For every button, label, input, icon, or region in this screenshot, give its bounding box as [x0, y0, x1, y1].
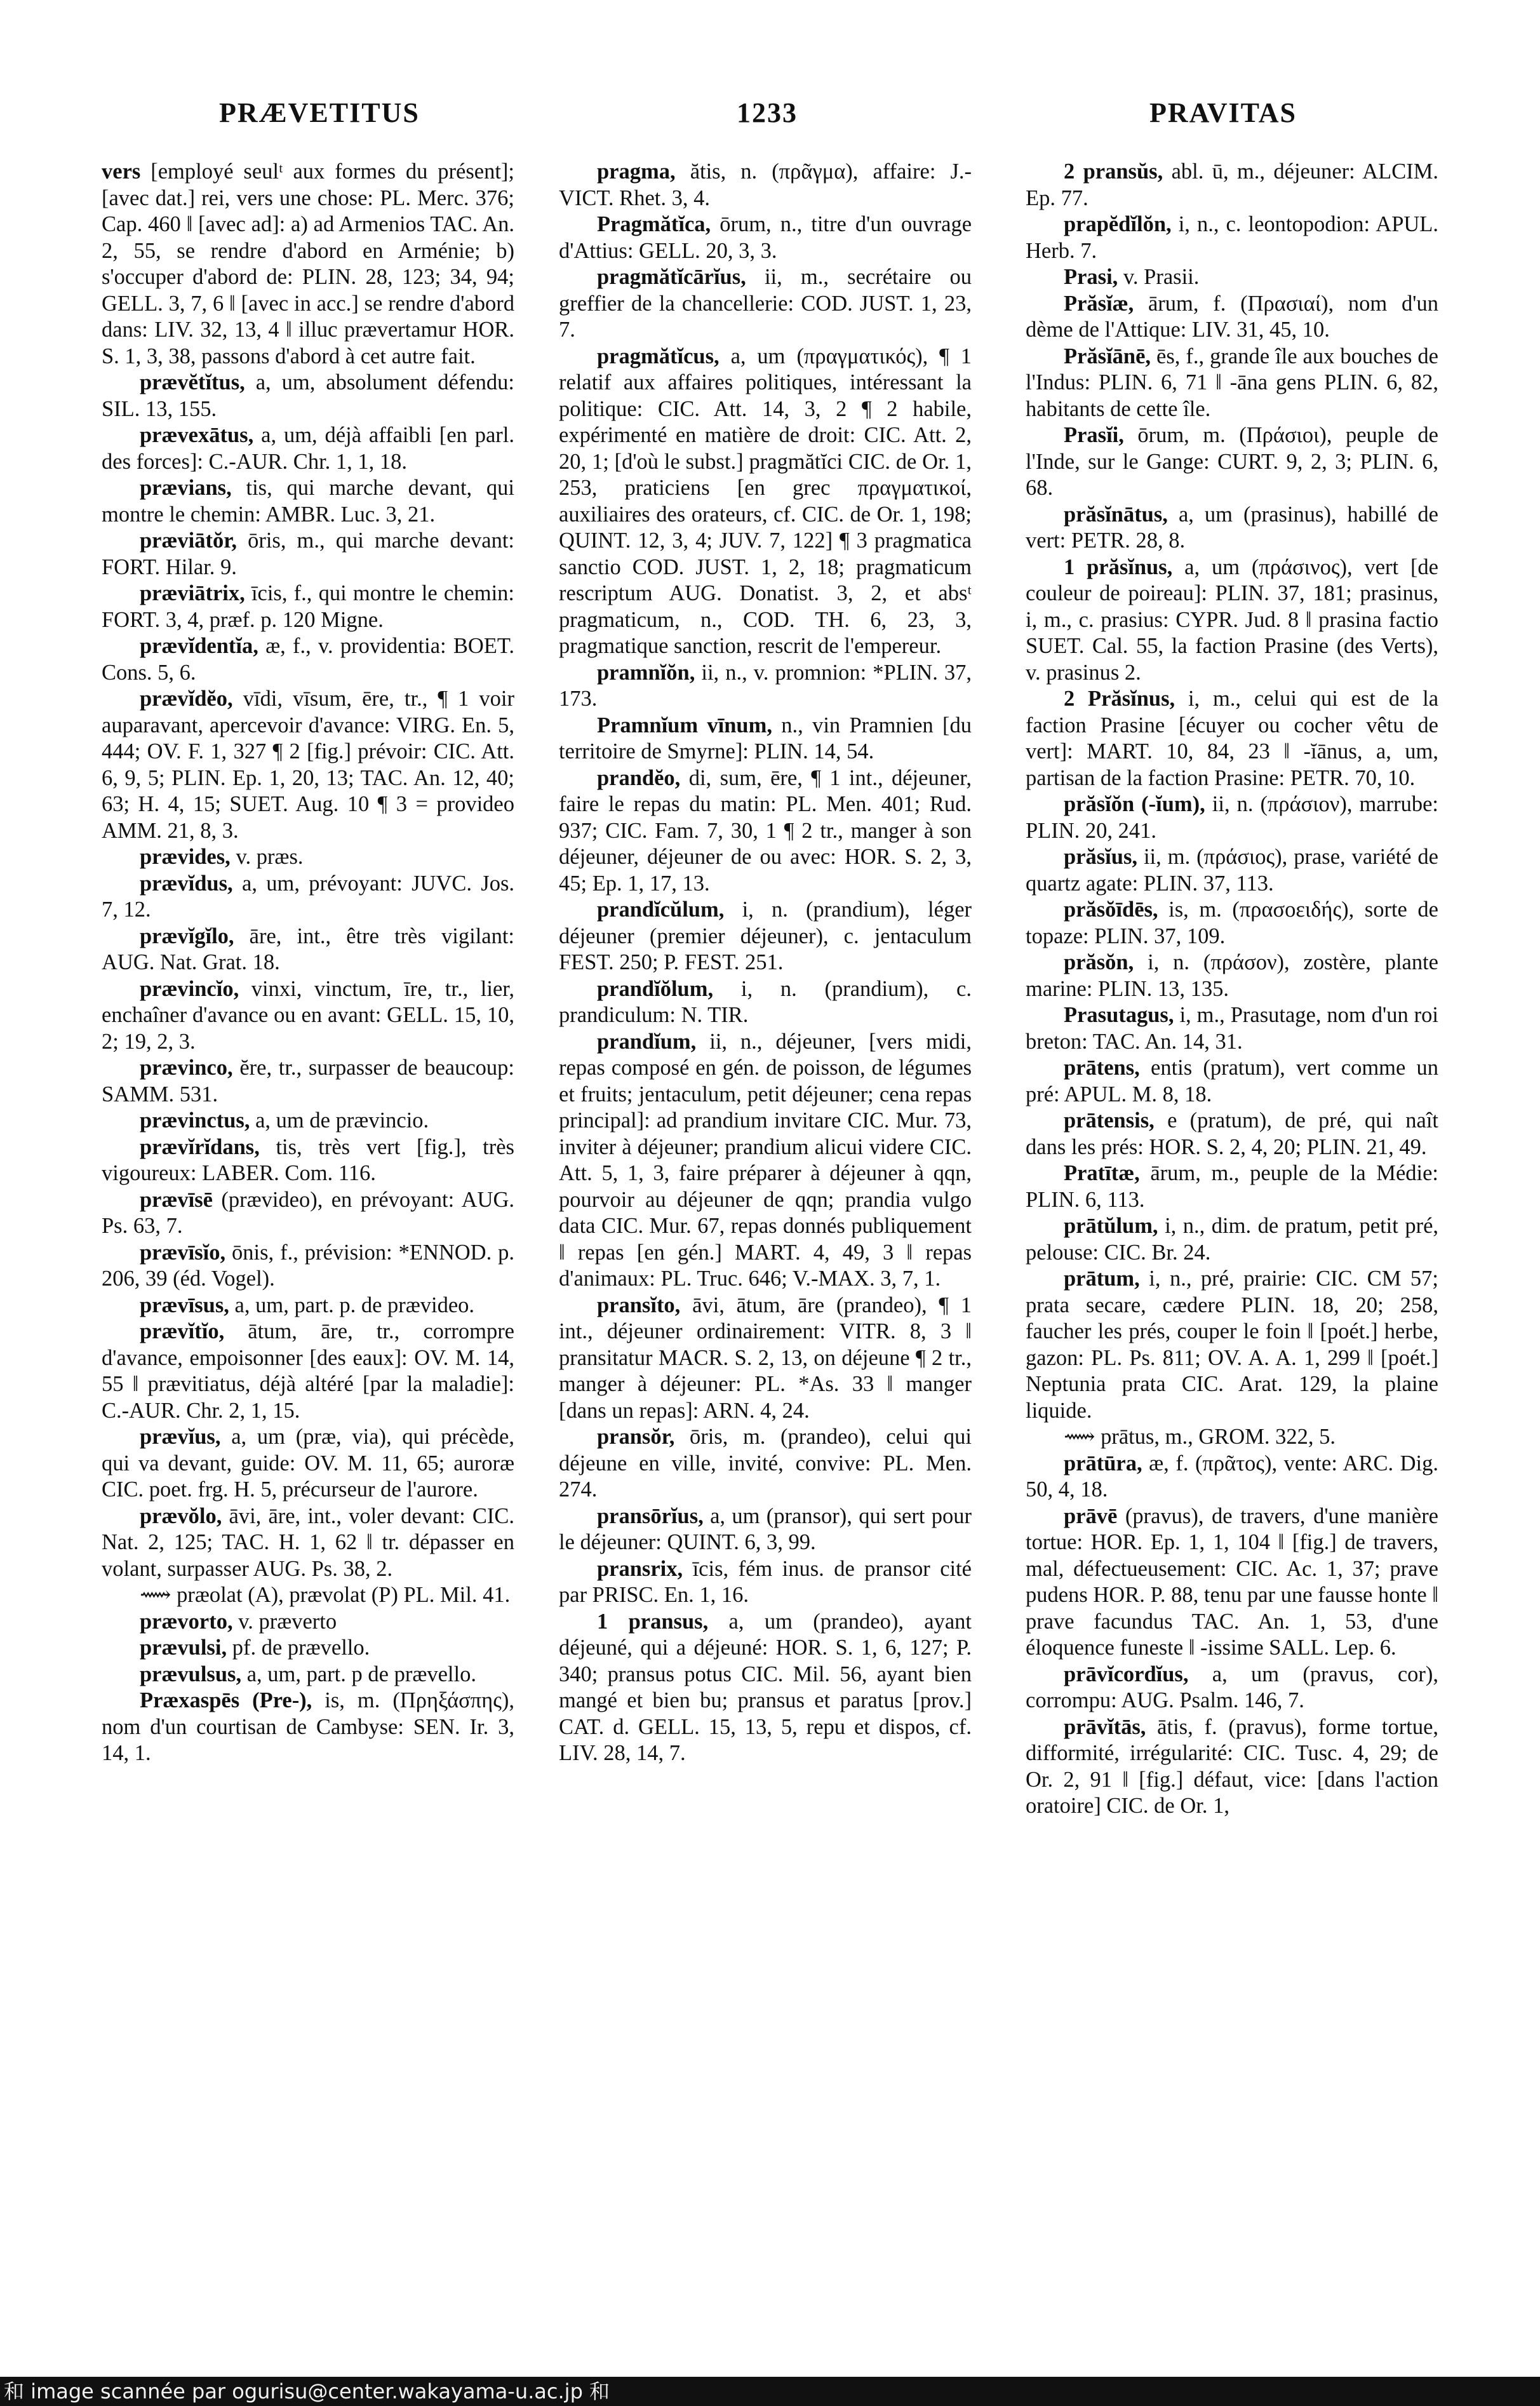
entry-headword: pragmătĭcārĭus, [597, 265, 746, 289]
entry-definition: a, um, absolument défendu: SIL. 13, 155. [102, 370, 514, 421]
entry-definition: a, um (pransor), qui sert pour le déjeuner: QUINT. 6, 3, 99. [559, 1503, 972, 1554]
entry-definition: ii, m. (πράσιος), prase, variété de quartz agate: PLIN. 37, 113. [1026, 845, 1438, 896]
dictionary-entry [1026, 1266, 1438, 1424]
dictionary-entry [559, 765, 972, 897]
entry-definition: n., vin Pramnien [du territoire de Smyrne]: PLIN. 14, 54. [559, 713, 972, 763]
entry-definition: a, um (pravus, cor), corrompu: AUG. Psalm. 146, 7. [1026, 1662, 1439, 1712]
entry-definition: a, um, prévoyant: JUVC. Jos. 7, 12. [102, 871, 515, 922]
dictionary-entry [102, 686, 514, 844]
entry-definition: ātum, āre, tr., corrompre d'avance, empoisonner [des eaux]: OV. M. 14, 55 ‖ prævitiatus, déjà altéré [par la maladie]: C.-AUR. Chr. 2, 1, 15. [102, 1319, 514, 1423]
entry-headword: præviātŏr, [140, 528, 238, 553]
dictionary-entry [1026, 422, 1438, 502]
dictionary-entry [102, 475, 514, 528]
entry-headword: prævorto, [140, 1609, 233, 1634]
entry-headword: prævides, [140, 845, 231, 869]
dictionary-entry [102, 1662, 514, 1688]
dictionary-entry [1026, 1213, 1438, 1266]
entry-headword: prātensis, [1064, 1108, 1155, 1132]
dictionary-entry [559, 1609, 972, 1767]
entry-headword: prāvē [1064, 1503, 1118, 1528]
dictionary-entry [559, 1293, 972, 1425]
entry-definition: a, um (πραγματικός), ¶ 1 relatif aux affaires politiques, intéressant la politique: CIC. Att. 14, 3, 2 ¶ 2 habile, expérimenté en matière de droit: CIC. Att. 2, 20, 1; [d'où le subst.] pragmătĭci CIC. de Or. 1, 253, praticiens [en grec πραγματικοί, auxiliaires des orateurs, cf. CIC. de Or. 1, 198; QUINT. 12, 3, 4; JUV. 7, 122] ¶ 3 pragmatica sanctio COD. JUST. 1, 2, 18; pragmaticum rescriptum AUG. Donatist. 3, 2, et absᵗ pragmaticum, n., COD. TH. 6, 23, 3, pragmatique sanction, rescrit de l'empereur. [559, 344, 972, 658]
dictionary-entry [559, 660, 972, 713]
dictionary-entry [1026, 1451, 1438, 1503]
dictionary-entry [102, 1582, 514, 1609]
entry-definition: i, n. (prandium), c. prandiculum: N. TIR. [559, 976, 972, 1027]
entry-headword: prātūra, [1064, 1451, 1142, 1475]
entry-headword: prævĕtĭtus, [140, 370, 245, 394]
entry-headword: præviātrix, [140, 581, 245, 605]
entry-headword: pramnĭŏn, [597, 660, 695, 685]
entry-headword: 1 pransus, [597, 1609, 709, 1634]
dictionary-entry [1026, 1714, 1438, 1820]
dictionary-entry [1026, 502, 1438, 554]
entry-definition: ii, n., v. promnion: *PLIN. 37, 173. [559, 660, 972, 711]
entry-headword: prævĭdĕo, [140, 687, 233, 711]
dictionary-entry [1026, 1503, 1438, 1662]
running-head-right: PRAVITAS [1149, 97, 1297, 128]
dictionary-column-2 [559, 159, 972, 1767]
dictionary-entry [559, 1424, 972, 1503]
entry-headword: prævians, [140, 476, 232, 500]
entry-definition: tis, qui marche devant, qui montre le chemin: AMBR. Luc. 3, 21. [102, 476, 514, 527]
entry-definition: ōrum, m. (Πράσιοι), peuple de l'Inde, sur le Gange: CURT. 9, 2, 3; PLIN. 6, 68. [1026, 423, 1439, 500]
entry-headword: 1 prăsĭnus, [1064, 554, 1173, 579]
entry-headword: prāvĭcordĭus, [1064, 1662, 1189, 1686]
dictionary-entry [1026, 791, 1438, 844]
entry-headword: prævīsus, [140, 1293, 229, 1317]
entry-headword: prātum, [1064, 1267, 1140, 1291]
dictionary-column-1 [102, 159, 514, 1767]
entry-headword: pragma, [597, 159, 676, 184]
entry-definition: [employé seulᵗ aux formes du présent]; [avec dat.] rei, vers une chose: PL. Merc. 376; Cap. 460 ‖ [avec ad]: a) ad Armenios TAC. An. 2, 55, se rendre d'abord en Arménie; b) s'occuper d'abord de: PLIN. 28, 123; 34, 94; GELL. 3, 7, 6 ‖ [avec in acc.] se rendre d'abord dans: LIV. 32, 13, 4 ‖ illuc prævertamur HOR. S. 1, 3, 38, passons d'abord à cet autre fait. [102, 159, 514, 368]
dictionary-entry [559, 1029, 972, 1293]
entry-definition: ii, n., déjeuner, [vers midi, repas composé en gén. de poisson, de légumes et fruits; jentaculum, petit déjeuner; cena repas principal]: ad prandium invitare CIC. Mur. 73, inviter à déjeuner; prandium alicui videre CIC. Att. 5, 1, 3, faire préparer à déjeuner à qqn, pourvoir au déjeuner de qqn; prandia vulgo data CIC. Mur. 67, repas donnés publiquement ‖ repas [en gén.] MART. 4, 49, 3 ‖ repas d'animaux: PL. Truc. 646; V.-MAX. 3, 7, 1. [559, 1029, 972, 1291]
entry-definition: pf. de prævello. [232, 1636, 370, 1660]
entry-definition: is, m. (πρασοειδής), sorte de topaze: PLIN. 37, 109. [1026, 897, 1438, 948]
dictionary-entry [559, 344, 972, 660]
entry-headword: prævinctus, [140, 1108, 250, 1132]
entry-definition: āvi, ātum, āre (prandeo), ¶ 1 int., déjeuner ordinairement: VITR. 8, 3 ‖ pransitatur MACR. S. 2, 13, on déjeune ¶ 2 tr., manger à déjeuner: PL. *As. 33 ‖ manger [dans un repas]: ARN. 4, 24. [559, 1293, 972, 1423]
dictionary-entry [559, 713, 972, 765]
entry-definition: a, um, déjà affaibli [en parl. des forces]: C.-AUR. Chr. 1, 1, 18. [102, 423, 514, 474]
entry-headword: Pratītæ, [1064, 1161, 1140, 1185]
entry-headword: Prăsĭānē, [1064, 344, 1151, 368]
entry-definition: i, n. (πράσον), zostère, plante marine: PLIN. 13, 135. [1026, 950, 1438, 1001]
dictionary-entry [102, 1187, 514, 1240]
dictionary-entry [559, 897, 972, 976]
entry-headword: prandĕo, [597, 765, 681, 790]
entry-definition: ⟿ prātus, m., GROM. 322, 5. [1064, 1425, 1336, 1449]
entry-definition: abl. ū, m., déjeuner: ALCIM. Ep. 77. [1026, 159, 1439, 210]
page-number: 1233 [737, 97, 798, 128]
entry-definition: a, um (prandeo), ayant déjeuné, qui a déjeuné: HOR. S. 1, 6, 127; P. 340; pransus potus CIC. Mil. 56, ayant bien mangé et bien bu; pransus et paratus [prov.] CAT. d. GELL. 15, 13, 5, repu et dispos, cf. LIV. 28, 14, 7. [559, 1609, 972, 1765]
entry-headword: prātŭlum, [1064, 1214, 1158, 1238]
entry-definition: (prævideo), en prévoyant: AUG. Ps. 63, 7. [102, 1187, 514, 1238]
entry-headword: pransrix, [597, 1556, 683, 1581]
entry-headword: prandĭum, [597, 1029, 697, 1054]
entry-definition: ⟿ præolat (A), prævolat (P) PL. Mil. 41. [140, 1583, 511, 1607]
entry-definition: is, m. (Πρηξάσπης), nom d'un courtisan de Cambyse: SEN. Ir. 3, 14, 1. [102, 1688, 514, 1765]
dictionary-entry [102, 1108, 514, 1134]
entry-definition: īcis, fém inus. de pransor cité par PRISC. En. 1, 16. [559, 1556, 972, 1607]
entry-definition: i, n., c. leontopodion: APUL. Herb. 7. [1026, 212, 1438, 263]
entry-definition: ārum, f. (Πρασιαί), nom d'un dème de l'Attique: LIV. 31, 45, 10. [1026, 291, 1438, 342]
entry-headword: prævŏlo, [140, 1503, 222, 1528]
dictionary-entry [102, 370, 514, 422]
entry-headword: prævĭdus, [140, 871, 233, 896]
entry-headword: Præxaspēs (Pre-), [140, 1688, 312, 1712]
dictionary-entry [102, 422, 514, 475]
dictionary-entry [1026, 554, 1438, 687]
entry-headword: Prasĭi, [1064, 423, 1124, 447]
entry-headword: prăsĭŏn (-ĭum), [1064, 792, 1205, 816]
dictionary-entry [559, 212, 972, 264]
dictionary-entry [1026, 1055, 1438, 1108]
entry-headword: prævĭdentĭa, [140, 634, 258, 658]
entry-definition: ārum, m., peuple de la Médie: PLIN. 6, 113. [1026, 1161, 1439, 1212]
entry-definition: ōnis, f., prévision: *ENNOD. p. 206, 39 (éd. Vogel). [102, 1240, 515, 1291]
dictionary-entry [102, 976, 514, 1056]
entry-definition: ōris, m. (prandeo), celui qui déjeune en ville, invité, convive: PL. Men. 274. [559, 1425, 972, 1502]
entry-definition: entis (pratum), vert comme un pré: APUL. M. 8, 18. [1026, 1056, 1439, 1106]
entry-headword: pransōrĭus, [597, 1503, 704, 1528]
entry-headword: prævĭgĭlo, [140, 924, 234, 948]
entry-definition: v. præs. [236, 845, 304, 869]
dictionary-entry [102, 159, 514, 370]
dictionary-entry [1026, 897, 1438, 950]
entry-definition: ii, m., secrétaire ou greffier de la chancellerie: COD. JUST. 1, 23, 7. [559, 265, 972, 342]
dictionary-entry [1026, 950, 1438, 1002]
entry-definition: (pravus), de travers, d'une manière tortue: HOR. Ep. 1, 1, 104 ‖ [fig.] de travers, mal, défectueusement: CIC. Ac. 1, 37; prave pudens HOR. P. 88, tenu par une fausse honte ‖ prave facundus TAC. An. 1, 53, d'une éloquence funeste ‖ -issime SALL. Lep. 6. [1026, 1503, 1438, 1660]
dictionary-entry [559, 159, 972, 212]
entry-definition: æ, f., v. providentia: BOET. Cons. 5, 6. [102, 634, 514, 685]
entry-definition: i, n. (prandium), léger déjeuner (premier déjeuner), c. jentaculum FEST. 250; P. FEST. 251. [559, 897, 972, 974]
dictionary-entry [102, 924, 514, 976]
dictionary-entry [102, 1319, 514, 1424]
entry-headword: prandĭcŭlum, [597, 897, 725, 922]
entry-headword: prævulsus, [140, 1662, 242, 1686]
dictionary-entry [559, 264, 972, 344]
entry-headword: prævexātus, [140, 423, 254, 447]
dictionary-entry [102, 633, 514, 686]
entry-definition: ĕre, tr., surpasser de beaucoup: SAMM. 531. [102, 1056, 514, 1106]
dictionary-entry [559, 1503, 972, 1556]
entry-definition: ii, n. (πράσιον), marrube: PLIN. 20, 241. [1026, 792, 1438, 843]
dictionary-entry [102, 844, 514, 871]
entry-headword: prævulsi, [140, 1636, 227, 1660]
dictionary-entry [1026, 159, 1438, 212]
entry-headword: pragmătĭcus, [597, 344, 720, 368]
scan-credit-footer: 和 image scannée par ogurisu@center.wakayama-u.ac.jp 和 [0, 2377, 1540, 2406]
entry-definition: ātis, f. (pravus), forme tortue, difformité, irrégularité: CIC. Tusc. 4, 29; de Or. 2, 91 ‖ [fig.] défaut, vice: [dans l'action oratoire] CIC. de Or. 1, [1026, 1714, 1439, 1818]
entry-definition: a, um, part. p de prævello. [246, 1662, 476, 1686]
dictionary-entry [102, 581, 514, 633]
dictionary-entry [1026, 291, 1438, 344]
dictionary-entry [1026, 264, 1438, 291]
entry-definition: i, m., Prasutage, nom d'un roi breton: TAC. An. 14, 31. [1026, 1003, 1439, 1054]
dictionary-entry [559, 976, 972, 1029]
dictionary-entry [102, 528, 514, 581]
entry-headword: pransŏr, [597, 1425, 675, 1449]
dictionary-entry [102, 1609, 514, 1636]
entry-definition: ōris, m., qui marche devant: FORT. Hilar. 9. [102, 528, 514, 579]
entry-headword: prăsŏn, [1064, 950, 1134, 974]
entry-definition: a, um (præ, via), qui précède, qui va devant, guide: OV. M. 11, 65; auroræ CIC. poet. frg. H. 5, précurseur de l'aurore. [102, 1425, 514, 1502]
entry-headword: Pragmătĭca, [597, 212, 711, 236]
dictionary-entry [102, 1635, 514, 1662]
dictionary-entry [102, 1055, 514, 1108]
entry-definition: vīdi, vīsum, ēre, tr., ¶ 1 voir auparavant, apercevoir d'avance: VIRG. En. 5, 444; OV. F. 1, 327 ¶ 2 [fig.] prévoir: CIC. Att. 6, 9, 5; PLIN. Ep. 1, 20, 13; TAC. An. 12, 40; 63; H. 4, 15; SUET. Aug. 10 ¶ 3 = provideo AMM. 21, 8, 3. [102, 687, 515, 843]
entry-headword: prātens, [1064, 1056, 1140, 1080]
entry-headword: 2 pransŭs, [1064, 159, 1163, 184]
dictionary-entry [1026, 1662, 1438, 1714]
entry-definition: v. Prasii. [1123, 265, 1200, 289]
dictionary-entry [102, 1240, 514, 1293]
entry-headword: 2 Prăsĭnus, [1064, 687, 1175, 711]
dictionary-entry [1026, 1160, 1438, 1213]
entry-headword: Prăsĭæ, [1064, 291, 1134, 316]
entry-definition: i, n., dim. de pratum, petit pré, pelouse: CIC. Br. 24. [1026, 1214, 1439, 1265]
entry-headword: prævīsē [140, 1187, 213, 1212]
entry-headword: prăsĭnātus, [1064, 502, 1168, 527]
entry-definition: v. præverto [238, 1609, 337, 1634]
dictionary-column-3 [1026, 159, 1438, 1820]
dictionary-entry [1026, 1108, 1438, 1160]
entry-definition: ătis, n. (πρᾶγμα), affaire: J.-VICT. Rhet. 3, 4. [559, 159, 972, 210]
entry-headword: prævĭtĭo, [140, 1319, 225, 1343]
dictionary-entry [1026, 1424, 1438, 1451]
entry-headword: vers [102, 159, 141, 184]
running-head-left: PRÆVETITUS [219, 97, 420, 128]
dictionary-entry [559, 1556, 972, 1609]
entry-definition: ōrum, n., titre d'un ouvrage d'Attius: GELL. 20, 3, 3. [559, 212, 972, 263]
entry-headword: prăsĭus, [1064, 845, 1137, 869]
entry-headword: prāvĭtās, [1064, 1714, 1146, 1739]
entry-headword: prăsŏīdēs, [1064, 897, 1158, 922]
entry-definition: īcis, f., qui montre le chemin: FORT. 3, 4, præf. p. 120 Migne. [102, 581, 514, 632]
entry-definition: e (pratum), de pré, qui naît dans les prés: HOR. S. 2, 4, 20; PLIN. 21, 49. [1026, 1108, 1438, 1159]
dictionary-entry [1026, 212, 1438, 264]
dictionary-entry [102, 871, 514, 924]
entry-headword: prævinco, [140, 1056, 233, 1080]
entry-headword: pransĭto, [597, 1293, 681, 1317]
entry-definition: tis, très vert [fig.], très vigoureux: LABER. Com. 116. [102, 1134, 514, 1185]
entry-definition: a, um (πράσινος), vert [de couleur de poireau]: PLIN. 37, 181; prasinus, i, m., c. prasius: CYPR. Jud. 8 ‖ prasina factio SUET. Cal. 55, la faction Prasine (des Verts), v. prasinus 2. [1026, 554, 1438, 685]
dictionary-entry [1026, 344, 1438, 423]
dictionary-entry [102, 1503, 514, 1583]
entry-definition: a, um, part. p. de prævideo. [234, 1293, 475, 1317]
entry-definition: i, n., pré, prairie: CIC. CM 57; prata secare, cædere PLIN. 18, 20; 258, faucher les prés, couper le foin ‖ [poét.] herbe, gazon: PL. Ps. 811; OV. A. A. 1, 299 ‖ [poét.] Neptunia prata CIC. Arat. 129, la plaine liquide. [1026, 1267, 1439, 1423]
entry-definition: vinxi, vinctum, īre, tr., lier, enchaîner d'avance ou en avant: GELL. 15, 10, 2; 19, 2, 3. [102, 976, 514, 1054]
dictionary-entry [102, 1688, 514, 1767]
entry-headword: prævīsĭo, [140, 1240, 226, 1265]
entry-headword: Prasutagus, [1064, 1003, 1174, 1027]
entry-headword: prævĭus, [140, 1425, 221, 1449]
entry-headword: prævĭrĭdans, [140, 1134, 260, 1159]
entry-definition: āvi, āre, int., voler devant: CIC. Nat. 2, 125; TAC. H. 1, 62 ‖ tr. dépasser en volant, surpasser AUG. Ps. 38, 2. [102, 1503, 514, 1581]
dictionary-entry [102, 1424, 514, 1503]
dictionary-entry [1026, 1002, 1438, 1055]
entry-definition: āre, int., être très vigilant: AUG. Nat. Grat. 18. [102, 924, 514, 974]
entry-headword: Prasi, [1064, 265, 1118, 289]
entry-definition: ēs, f., grande île aux bouches de l'Indus: PLIN. 6, 71 ‖ -āna gens PLIN. 6, 82, habitants de cette île. [1026, 344, 1438, 421]
entry-definition: æ, f. (πρᾶτος), vente: ARC. Dig. 50, 4, 18. [1026, 1451, 1439, 1502]
entry-headword: prandĭŏlum, [597, 976, 714, 1001]
dictionary-entry [1026, 686, 1438, 791]
entry-definition: a, um de prævincio. [255, 1108, 429, 1132]
entry-definition: di, sum, ēre, ¶ 1 int., déjeuner, faire le repas du matin: PL. Men. 401; Rud. 937; CIC. Fam. 7, 30, 1 ¶ 2 tr., manger à son déjeuner, déjeuner de ou avec: HOR. S. 2, 3, 45; Ep. 1, 17, 13. [559, 765, 972, 896]
dictionary-entry [102, 1293, 514, 1319]
dictionary-entry [102, 1134, 514, 1187]
entry-definition: i, m., celui qui est de la faction Prasine [écuyer ou cocher vêtu de vert]: MART. 10, 84, 23 ‖ -ĭānus, a, um, partisan de la faction Prasine: PETR. 70, 10. [1026, 687, 1439, 790]
dictionary-entry [1026, 844, 1438, 897]
entry-headword: Pramnĭum vīnum, [597, 713, 772, 737]
entry-definition: a, um (prasinus), habillé de vert: PETR. 28, 8. [1026, 502, 1438, 553]
entry-headword: prævincĭo, [140, 976, 239, 1001]
entry-headword: prapĕdĭlŏn, [1064, 212, 1172, 236]
